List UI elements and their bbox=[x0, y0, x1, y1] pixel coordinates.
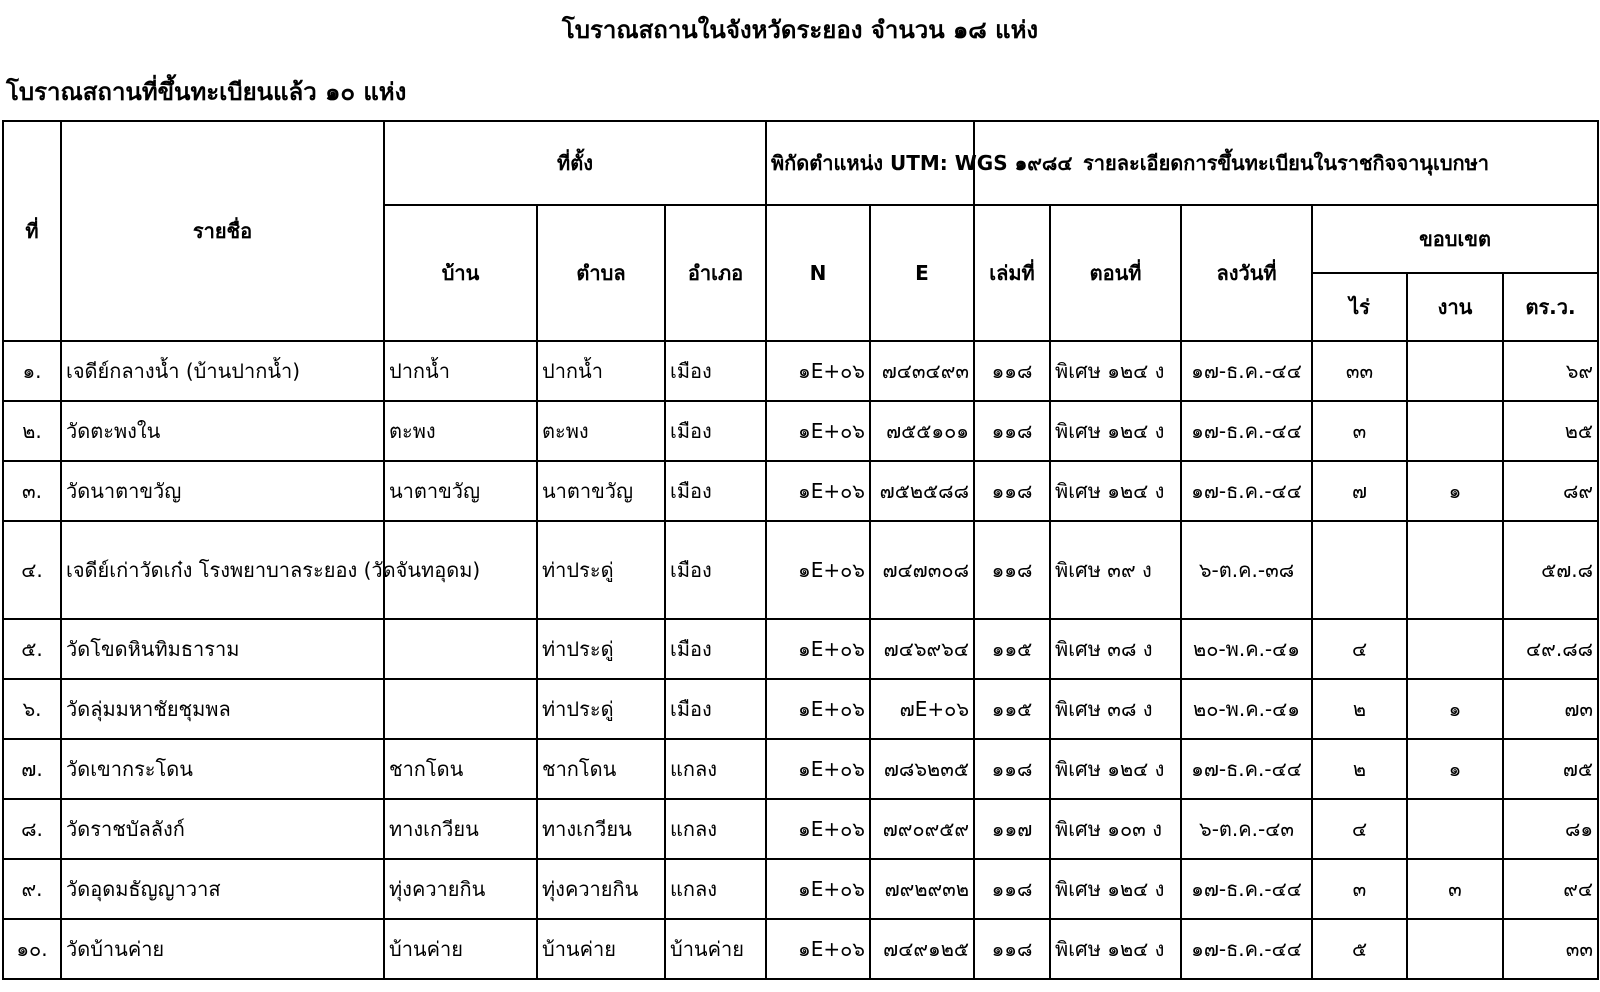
table-row bbox=[3, 799, 1598, 859]
cell-volume: ๑๑๘ bbox=[974, 401, 1050, 461]
cell-e: ๗๙๒๙๓๒ bbox=[870, 859, 974, 919]
cell-sqwa: ๒๕ bbox=[1503, 401, 1598, 461]
col-header-no: ที่ bbox=[3, 121, 61, 341]
cell-ngan bbox=[1407, 619, 1503, 679]
col-header-sqwa: ตร.ว. bbox=[1503, 273, 1598, 341]
cell-subdistrict: นาตาขวัญ bbox=[537, 461, 665, 521]
cell-date: ๒๐-พ.ค.-๔๑ bbox=[1181, 619, 1312, 679]
cell-n: ๑E+๐๖ bbox=[766, 619, 870, 679]
table-row bbox=[3, 401, 1598, 461]
col-header-date: ลงวันที่ bbox=[1181, 205, 1312, 341]
cell-village bbox=[384, 619, 537, 679]
cell-name: วัดบ้านค่าย bbox=[61, 919, 384, 979]
cell-no: ๓. bbox=[3, 461, 61, 521]
cell-name: วัดนาตาขวัญ bbox=[61, 461, 384, 521]
cell-rai: ๔ bbox=[1312, 799, 1407, 859]
cell-n: ๑E+๐๖ bbox=[766, 919, 870, 979]
table-body bbox=[3, 341, 1598, 979]
cell-no: ๒. bbox=[3, 401, 61, 461]
cell-no: ๕. bbox=[3, 619, 61, 679]
cell-rai: ๓ bbox=[1312, 401, 1407, 461]
cell-village bbox=[384, 679, 537, 739]
cell-village: ทุ่งควายกิน bbox=[384, 859, 537, 919]
cell-village: บ้านค่าย bbox=[384, 919, 537, 979]
cell-date: ๑๗-ธ.ค.-๔๔ bbox=[1181, 919, 1312, 979]
cell-name: วัดเขากระโดน bbox=[61, 739, 384, 799]
cell-subdistrict: ตะพง bbox=[537, 401, 665, 461]
cell-no: ๗. bbox=[3, 739, 61, 799]
cell-ngan bbox=[1407, 799, 1503, 859]
cell-village: ทางเกวียน bbox=[384, 799, 537, 859]
cell-volume: ๑๑๘ bbox=[974, 341, 1050, 401]
cell-no: ๑๐. bbox=[3, 919, 61, 979]
cell-ngan bbox=[1407, 521, 1503, 619]
cell-sqwa: ๓๓ bbox=[1503, 919, 1598, 979]
cell-volume: ๑๑๘ bbox=[974, 461, 1050, 521]
col-header-volume: เล่มที่ bbox=[974, 205, 1050, 341]
cell-village: ตะพง bbox=[384, 401, 537, 461]
col-header-ngan: งาน bbox=[1407, 273, 1503, 341]
cell-ngan bbox=[1407, 919, 1503, 979]
col-header-utm: พิกัดตำแหน่ง UTM: WGS ๑๙๘๔ bbox=[766, 121, 974, 205]
page-title: โบราณสถานในจังหวัดระยอง จำนวน ๑๘ แห่ง bbox=[561, 16, 1039, 44]
cell-date: ๖-ต.ค.-๔๓ bbox=[1181, 799, 1312, 859]
cell-date: ๒๐-พ.ค.-๔๑ bbox=[1181, 679, 1312, 739]
table-row bbox=[3, 679, 1598, 739]
cell-volume: ๑๑๕ bbox=[974, 679, 1050, 739]
cell-date: ๑๗-ธ.ค.-๔๔ bbox=[1181, 401, 1312, 461]
col-header-section: ตอนที่ bbox=[1050, 205, 1181, 341]
cell-section: พิเศษ ๑๒๔ ง bbox=[1050, 739, 1181, 799]
cell-e: ๗๘๖๒๓๕ bbox=[870, 739, 974, 799]
cell-district: แกลง bbox=[665, 859, 766, 919]
cell-e: ๗๔๖๙๖๔ bbox=[870, 619, 974, 679]
cell-district: เมือง bbox=[665, 679, 766, 739]
cell-rai: ๓ bbox=[1312, 859, 1407, 919]
col-header-n: N bbox=[766, 205, 870, 341]
col-header-district: อำเภอ bbox=[665, 205, 766, 341]
cell-n: ๑E+๐๖ bbox=[766, 799, 870, 859]
cell-section: พิเศษ ๑๐๓ ง bbox=[1050, 799, 1181, 859]
cell-rai bbox=[1312, 521, 1407, 619]
cell-subdistrict: บ้านค่าย bbox=[537, 919, 665, 979]
col-header-village: บ้าน bbox=[384, 205, 537, 341]
section-subtitle: โบราณสถานที่ขึ้นทะเบียนแล้ว ๑๐ แห่ง bbox=[6, 78, 407, 106]
cell-subdistrict: ท่าประดู่ bbox=[537, 619, 665, 679]
cell-name: วัดอุดมธัญญาวาส bbox=[61, 859, 384, 919]
cell-section: พิเศษ ๑๒๔ ง bbox=[1050, 341, 1181, 401]
cell-district: เมือง bbox=[665, 461, 766, 521]
cell-section: พิเศษ ๑๒๔ ง bbox=[1050, 919, 1181, 979]
cell-volume: ๑๑๘ bbox=[974, 521, 1050, 619]
table-row bbox=[3, 739, 1598, 799]
cell-sqwa: ๘๑ bbox=[1503, 799, 1598, 859]
cell-district: แกลง bbox=[665, 799, 766, 859]
cell-n: ๑E+๐๖ bbox=[766, 341, 870, 401]
cell-subdistrict: ทางเกวียน bbox=[537, 799, 665, 859]
cell-sqwa: ๖๙ bbox=[1503, 341, 1598, 401]
cell-ngan: ๑ bbox=[1407, 679, 1503, 739]
cell-subdistrict: ปากน้ำ bbox=[537, 341, 665, 401]
cell-subdistrict: ชากโดน bbox=[537, 739, 665, 799]
cell-subdistrict: ทุ่งควายกิน bbox=[537, 859, 665, 919]
col-header-location: ที่ตั้ง bbox=[384, 121, 766, 205]
col-header-rai: ไร่ bbox=[1312, 273, 1407, 341]
cell-n: ๑E+๐๖ bbox=[766, 461, 870, 521]
cell-name: เจดีย์กลางน้ำ (บ้านปากน้ำ) bbox=[61, 341, 384, 401]
table-row bbox=[3, 461, 1598, 521]
cell-village: ปากน้ำ bbox=[384, 341, 537, 401]
table-row bbox=[3, 859, 1598, 919]
col-header-name: รายชื่อ bbox=[61, 121, 384, 341]
cell-rai: ๒ bbox=[1312, 739, 1407, 799]
cell-date: ๑๗-ธ.ค.-๔๔ bbox=[1181, 341, 1312, 401]
col-header-boundary: ขอบเขต bbox=[1312, 205, 1598, 273]
cell-district: เมือง bbox=[665, 341, 766, 401]
col-header-e: E bbox=[870, 205, 974, 341]
cell-rai: ๓๓ bbox=[1312, 341, 1407, 401]
cell-district: เมือง bbox=[665, 619, 766, 679]
cell-sqwa: ๕๗.๘ bbox=[1503, 521, 1598, 619]
cell-e: ๗๕๒๕๘๘ bbox=[870, 461, 974, 521]
cell-name: วัดตะพงใน bbox=[61, 401, 384, 461]
cell-e: ๗E+๐๖ bbox=[870, 679, 974, 739]
cell-volume: ๑๑๗ bbox=[974, 799, 1050, 859]
cell-e: ๗๙๐๙๕๙ bbox=[870, 799, 974, 859]
cell-n: ๑E+๐๖ bbox=[766, 521, 870, 619]
ancient-sites-table bbox=[2, 120, 1599, 980]
cell-section: พิเศษ ๑๒๔ ง bbox=[1050, 461, 1181, 521]
table-row bbox=[3, 619, 1598, 679]
table-row bbox=[3, 521, 1598, 619]
cell-e: ๗๕๕๑๐๑ bbox=[870, 401, 974, 461]
cell-no: ๔. bbox=[3, 521, 61, 619]
table-row bbox=[3, 919, 1598, 979]
cell-volume: ๑๑๘ bbox=[974, 739, 1050, 799]
cell-section: พิเศษ ๓๘ ง bbox=[1050, 679, 1181, 739]
cell-date: ๑๗-ธ.ค.-๔๔ bbox=[1181, 461, 1312, 521]
cell-village: นาตาขวัญ bbox=[384, 461, 537, 521]
cell-rai: ๒ bbox=[1312, 679, 1407, 739]
cell-sqwa: ๙๔ bbox=[1503, 859, 1598, 919]
cell-e: ๗๔๗๓๐๘ bbox=[870, 521, 974, 619]
table-header bbox=[3, 121, 1598, 341]
cell-sqwa: ๗๓ bbox=[1503, 679, 1598, 739]
col-header-registration: รายละเอียดการขึ้นทะเบียนในราชกิจจานุเบกษา bbox=[974, 121, 1598, 205]
cell-no: ๙. bbox=[3, 859, 61, 919]
cell-n: ๑E+๐๖ bbox=[766, 679, 870, 739]
cell-ngan: ๓ bbox=[1407, 859, 1503, 919]
cell-name: วัดราชบัลลังก์ bbox=[61, 799, 384, 859]
cell-no: ๘. bbox=[3, 799, 61, 859]
cell-name: เจดีย์เก่าวัดเก๋ง โรงพยาบาลระยอง (วัดจันทอุดม) bbox=[61, 521, 384, 619]
cell-sqwa: ๔๙.๘๘ bbox=[1503, 619, 1598, 679]
cell-volume: ๑๑๕ bbox=[974, 619, 1050, 679]
cell-name: วัดโขดหินทิมธาราม bbox=[61, 619, 384, 679]
cell-date: ๑๗-ธ.ค.-๔๔ bbox=[1181, 859, 1312, 919]
cell-subdistrict: ท่าประดู่ bbox=[537, 521, 665, 619]
cell-section: พิเศษ ๓๙ ง bbox=[1050, 521, 1181, 619]
cell-district: เมือง bbox=[665, 521, 766, 619]
cell-village: ชากโดน bbox=[384, 739, 537, 799]
cell-n: ๑E+๐๖ bbox=[766, 859, 870, 919]
cell-district: บ้านค่าย bbox=[665, 919, 766, 979]
cell-district: แกลง bbox=[665, 739, 766, 799]
cell-section: พิเศษ ๑๒๔ ง bbox=[1050, 859, 1181, 919]
cell-volume: ๑๑๘ bbox=[974, 919, 1050, 979]
cell-name: วัดลุ่มมหาชัยชุมพล bbox=[61, 679, 384, 739]
cell-sqwa: ๘๙ bbox=[1503, 461, 1598, 521]
cell-ngan bbox=[1407, 341, 1503, 401]
cell-n: ๑E+๐๖ bbox=[766, 401, 870, 461]
cell-n: ๑E+๐๖ bbox=[766, 739, 870, 799]
cell-district: เมือง bbox=[665, 401, 766, 461]
cell-rai: ๗ bbox=[1312, 461, 1407, 521]
col-header-subdistrict: ตำบล bbox=[537, 205, 665, 341]
cell-rai: ๔ bbox=[1312, 619, 1407, 679]
cell-section: พิเศษ ๑๒๔ ง bbox=[1050, 401, 1181, 461]
cell-e: ๗๔๓๔๙๓ bbox=[870, 341, 974, 401]
cell-sqwa: ๗๕ bbox=[1503, 739, 1598, 799]
cell-subdistrict: ท่าประดู่ bbox=[537, 679, 665, 739]
cell-volume: ๑๑๘ bbox=[974, 859, 1050, 919]
table-row bbox=[3, 341, 1598, 401]
cell-ngan: ๑ bbox=[1407, 461, 1503, 521]
cell-date: ๖-ต.ค.-๓๘ bbox=[1181, 521, 1312, 619]
cell-date: ๑๗-ธ.ค.-๔๔ bbox=[1181, 739, 1312, 799]
cell-no: ๑. bbox=[3, 341, 61, 401]
cell-e: ๗๔๙๑๒๕ bbox=[870, 919, 974, 979]
cell-no: ๖. bbox=[3, 679, 61, 739]
cell-rai: ๕ bbox=[1312, 919, 1407, 979]
cell-ngan: ๑ bbox=[1407, 739, 1503, 799]
cell-ngan bbox=[1407, 401, 1503, 461]
cell-section: พิเศษ ๓๘ ง bbox=[1050, 619, 1181, 679]
